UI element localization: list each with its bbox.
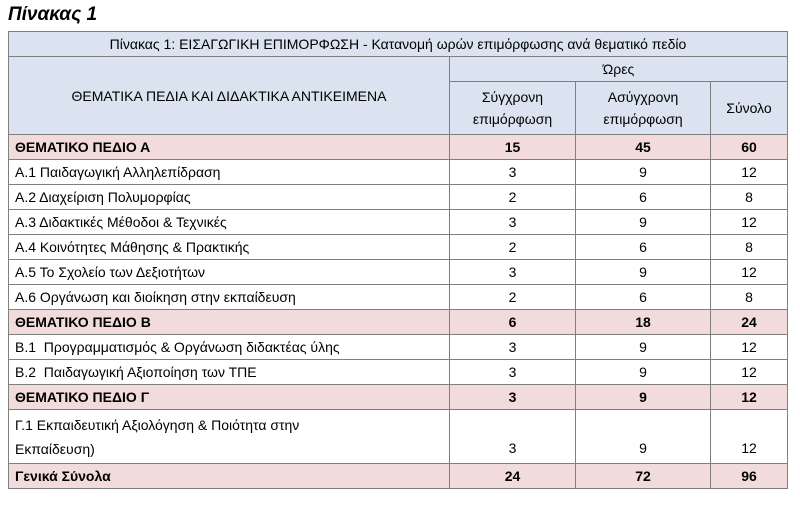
table-row [9, 185, 788, 210]
cell-total: 12 [711, 260, 788, 285]
cell-sync: 2 [450, 185, 576, 210]
col-header-total: Σύνολο [711, 82, 788, 135]
cell-total: 60 [711, 135, 788, 160]
cell-async: 9 [576, 160, 711, 185]
cell-sync: 2 [450, 285, 576, 310]
table-caption: Πίνακας 1 [8, 4, 98, 25]
col-header-async: Ασύγχρονη επιμόρφωση [576, 82, 711, 135]
table-row [9, 135, 788, 160]
cell-async: 6 [576, 185, 711, 210]
table-row [9, 235, 788, 260]
table-row [9, 335, 788, 360]
row-label: ΘΕΜΑΤΙΚΟ ΠΕΔΙΟ Β [9, 310, 450, 335]
row-label: ΘΕΜΑΤΙΚΟ ΠΕΔΙΟ Α [9, 135, 450, 160]
row-label: Α.2 Διαχείριση Πολυμορφίας [9, 185, 450, 210]
cell-sync: 3 [450, 160, 576, 185]
cell-sync: 3 [450, 260, 576, 285]
cell-async: 45 [576, 135, 711, 160]
cell-sync: 2 [450, 235, 576, 260]
table-row [9, 260, 788, 285]
cell-total: 12 [711, 410, 788, 464]
cell-async: 6 [576, 235, 711, 260]
cell-async: 9 [576, 210, 711, 235]
row-header: ΘΕΜΑΤΙΚΑ ΠΕΔΙΑ ΚΑΙ ΔΙΔΑΚΤΙΚΑ ΑΝΤΙΚΕΙΜΕΝΑ [9, 57, 450, 135]
cell-total: 96 [711, 464, 788, 489]
row-label: Γ.1 Εκπαιδευτική Αξιολόγηση & Ποιότητα στην Εκπαίδευση) [9, 410, 450, 464]
row-label: Α.3 Διδακτικές Μέθοδοι & Τεχνικές [9, 210, 450, 235]
cell-total: 12 [711, 160, 788, 185]
row-label: Β.1 Προγραμματισμός & Οργάνωση διδακτέας ύλης [9, 335, 450, 360]
cell-total: 12 [711, 210, 788, 235]
hours-table [8, 31, 788, 489]
col-header-sync: Σύγχρονη επιμόρφωση [450, 82, 576, 135]
cell-total: 12 [711, 385, 788, 410]
cell-total: 8 [711, 285, 788, 310]
row-label: Α.5 Το Σχολείο των Δεξιοτήτων [9, 260, 450, 285]
cell-async: 6 [576, 285, 711, 310]
table-row [9, 285, 788, 310]
table-row [9, 160, 788, 185]
table-row [9, 464, 788, 489]
cell-async: 9 [576, 410, 711, 464]
cell-async: 18 [576, 310, 711, 335]
cell-sync: 3 [450, 385, 576, 410]
cell-async: 9 [576, 260, 711, 285]
row-label: Α.6 Οργάνωση και διοίκηση στην εκπαίδευση [9, 285, 450, 310]
table-row [9, 210, 788, 235]
cell-sync: 3 [450, 410, 576, 464]
cell-sync: 3 [450, 360, 576, 385]
cell-async: 72 [576, 464, 711, 489]
row-label: Γενικά Σύνολα [9, 464, 450, 489]
cell-async: 9 [576, 360, 711, 385]
cell-total: 8 [711, 185, 788, 210]
row-label: Β.2 Παιδαγωγική Αξιοποίηση των ΤΠΕ [9, 360, 450, 385]
cell-sync: 15 [450, 135, 576, 160]
cell-sync: 3 [450, 210, 576, 235]
cell-sync: 6 [450, 310, 576, 335]
table-row [9, 410, 788, 464]
row-label: Α.4 Κοινότητες Μάθησης & Πρακτικής [9, 235, 450, 260]
cell-sync: 3 [450, 335, 576, 360]
table-row [9, 310, 788, 335]
cell-total: 12 [711, 360, 788, 385]
cell-total: 8 [711, 235, 788, 260]
row-label: ΘΕΜΑΤΙΚΟ ΠΕΔΙΟ Γ [9, 385, 450, 410]
hours-header: Ώρες [450, 57, 788, 82]
cell-async: 9 [576, 335, 711, 360]
cell-sync: 24 [450, 464, 576, 489]
cell-total: 12 [711, 335, 788, 360]
table-row [9, 360, 788, 385]
cell-total: 24 [711, 310, 788, 335]
table-row [9, 385, 788, 410]
cell-async: 9 [576, 385, 711, 410]
row-label: Α.1 Παιδαγωγική Αλληλεπίδραση [9, 160, 450, 185]
table-title: Πίνακας 1: ΕΙΣΑΓΩΓΙΚΗ ΕΠΙΜΟΡΦΩΣΗ - Κατανομή ωρών επιμόρφωσης ανά θεματικό πεδίο [9, 32, 788, 57]
